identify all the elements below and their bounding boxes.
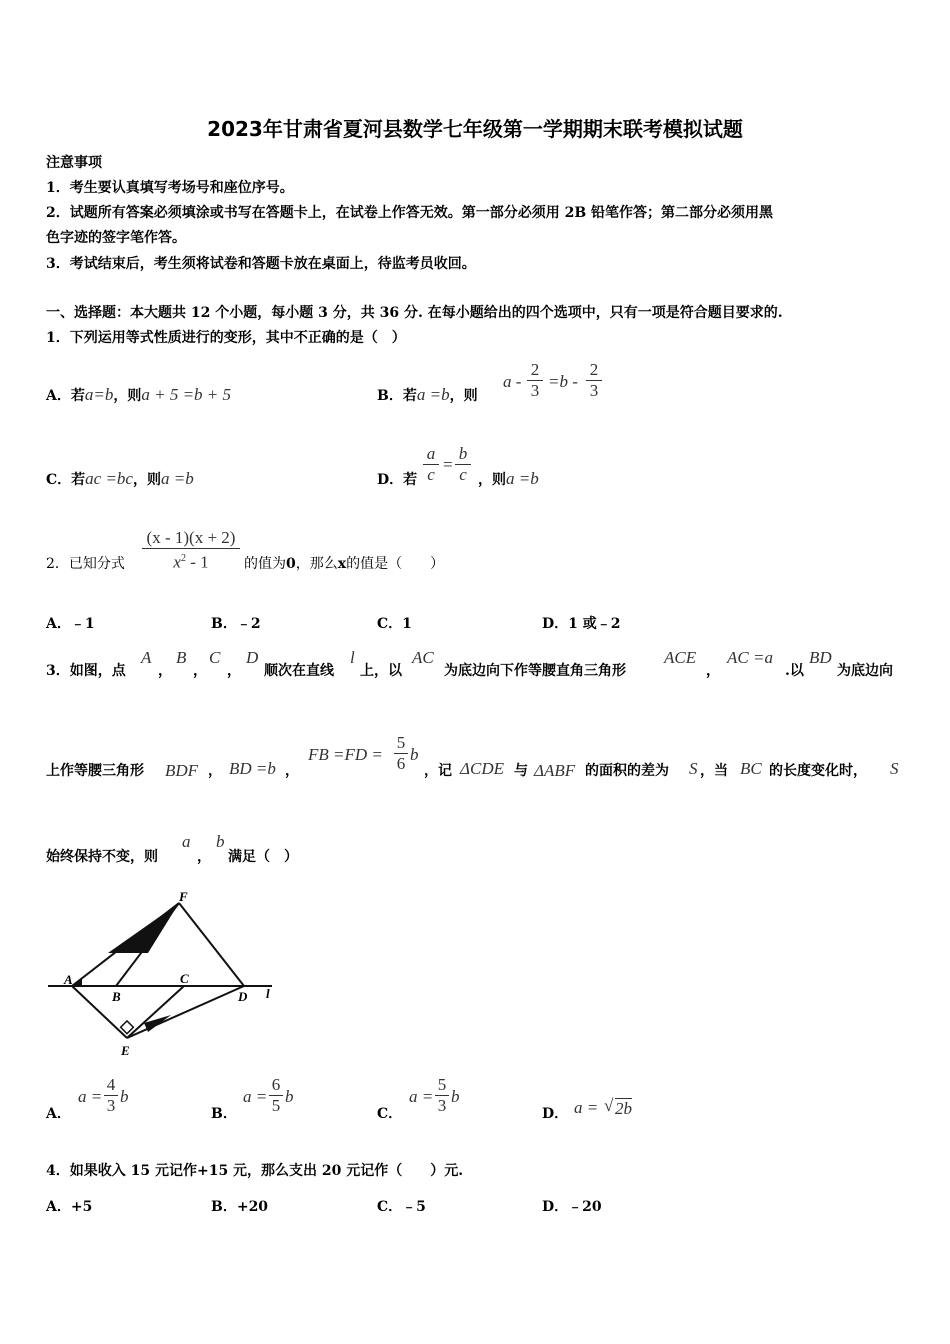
- math: S: [689, 759, 698, 778]
- math: C: [209, 648, 221, 667]
- denominator: c: [459, 465, 467, 484]
- numerator: 4: [106, 1075, 116, 1094]
- q3-text: ，: [197, 849, 211, 865]
- q3-text: 满足（ ）: [228, 849, 298, 865]
- math: ΔCDE: [460, 759, 504, 778]
- math: b: [120, 1087, 129, 1106]
- q3-text: ，: [285, 763, 299, 779]
- notice-item: 3．考试结束后，考生须将试卷和答题卡放在桌面上，待监考员收回。: [46, 256, 476, 272]
- q3-text: 3．如图，点: [46, 663, 126, 679]
- q3-text: 的面积的差为: [585, 763, 669, 779]
- q3-text: ，当: [700, 763, 728, 779]
- q3-text: 上，以: [360, 663, 402, 679]
- math: a: [84, 385, 94, 404]
- math: b: [451, 1087, 460, 1106]
- option-label: B．若: [377, 388, 417, 404]
- question-4-stem: 4．如果收入 15 元记作+15 元，那么支出 20 元记作（ ）元.: [46, 1163, 464, 1179]
- den-exponent: 2: [180, 553, 186, 564]
- option-label: D．: [542, 1106, 569, 1122]
- denominator: 6: [396, 754, 406, 773]
- question-2-tail: [244, 553, 444, 573]
- line-label: l: [266, 986, 270, 1001]
- math: a =: [409, 1087, 434, 1106]
- option-label: C．: [377, 1106, 403, 1122]
- denominator: [142, 550, 240, 572]
- math: FB =FD =: [308, 745, 383, 764]
- math: BD =b: [229, 759, 276, 778]
- q3-text: ，: [706, 663, 720, 679]
- option-text: ，则: [478, 472, 506, 488]
- q4-option-d: D．﹣20: [542, 1199, 602, 1215]
- math: =b -: [548, 372, 578, 391]
- math: b: [285, 1087, 294, 1106]
- q1-option-c: [46, 469, 194, 489]
- numerator: 5: [437, 1075, 447, 1094]
- math: a: [182, 832, 191, 851]
- math: BC: [740, 759, 762, 778]
- math: a =: [78, 1087, 103, 1106]
- q3-text: 的长度变化时，: [769, 763, 867, 779]
- point-label: A: [64, 972, 73, 987]
- q2-x: x: [337, 556, 347, 572]
- fraction: [269, 1076, 283, 1115]
- point-label: C: [180, 971, 189, 986]
- q3-text: 始终保持不变，则: [46, 849, 158, 865]
- denominator: 3: [437, 1096, 447, 1115]
- fraction: [527, 361, 543, 400]
- q3-text: 顺次在直线: [264, 663, 334, 679]
- denominator: 3: [589, 381, 599, 400]
- numerator: 6: [271, 1075, 281, 1094]
- math: a =b: [416, 385, 450, 404]
- option-text: ，则: [449, 388, 478, 404]
- numerator: 2: [530, 360, 540, 379]
- math: BDF: [165, 761, 199, 780]
- option-label: B．: [211, 1106, 237, 1122]
- q3-text: ，: [193, 663, 207, 679]
- q1-option-d-tail: [478, 469, 539, 489]
- q2-option-b: B．﹣2: [211, 616, 261, 632]
- fraction: [394, 734, 408, 773]
- math: 2b: [615, 1099, 632, 1118]
- math: AC: [412, 648, 434, 667]
- q3-text: 为底边向下作等腰直角三角形: [444, 663, 626, 679]
- math: b: [410, 745, 419, 764]
- math: a =b: [160, 469, 194, 488]
- math: a =: [243, 1087, 268, 1106]
- q3-text: ，: [158, 663, 172, 679]
- q4-option-a: A．+5: [46, 1199, 93, 1215]
- math: =b: [93, 385, 114, 404]
- notice-item: 色字迹的签字笔作答。: [46, 230, 186, 246]
- denominator: c: [427, 465, 435, 484]
- fraction: [586, 361, 602, 400]
- q4-option-c: C．﹣5: [377, 1199, 426, 1215]
- fraction: [455, 445, 471, 484]
- math: D: [246, 648, 259, 667]
- denominator: 5: [271, 1096, 281, 1115]
- option-label: A．: [46, 1106, 71, 1122]
- math: ac =bc: [85, 469, 133, 488]
- segment-ed: [127, 986, 244, 1038]
- math: a =b: [506, 469, 539, 488]
- point-label: D: [238, 989, 248, 1004]
- fraction: [104, 1076, 118, 1115]
- option-text: ，则: [132, 472, 161, 488]
- q3-text: ，: [208, 763, 222, 779]
- segment-ec: [127, 986, 184, 1038]
- fraction: [435, 1076, 449, 1115]
- denominator: 3: [106, 1096, 116, 1115]
- math: B: [176, 648, 187, 667]
- math: a + 5 =b + 5: [141, 385, 232, 404]
- q3-text: ，: [227, 663, 241, 679]
- q3-text: 上作等腰三角形: [46, 763, 144, 779]
- fraction-bar: [142, 548, 240, 549]
- point-label: E: [121, 1043, 130, 1058]
- q2-text: 的值为: [244, 556, 286, 572]
- math: ACE: [664, 648, 697, 667]
- math: a =: [574, 1098, 599, 1117]
- q2-option-a: A．﹣1: [46, 616, 95, 632]
- math: ΔABF: [534, 761, 576, 780]
- q1-option-a: [46, 385, 231, 405]
- q2-text: ，那么: [295, 556, 338, 572]
- q4-option-b: B．+20: [211, 1199, 269, 1215]
- section-header: 一、选择题：本大题共 12 个小题，每小题 3 分，共 36 分. 在每小题给出的四个选项中，只有一项是符合题目要求的.: [46, 305, 783, 321]
- q3-text: ，记: [424, 763, 452, 779]
- option-label: D．若: [377, 472, 418, 488]
- point-label: F: [179, 889, 188, 904]
- right-angle-mark: [121, 1021, 134, 1034]
- math: A: [141, 648, 152, 667]
- q3-text: 为底边向: [837, 663, 893, 679]
- option-label: A．若: [46, 388, 85, 404]
- q2-zero: 0: [286, 556, 296, 572]
- q1-option-b: [377, 385, 478, 405]
- numerator: 2: [589, 360, 599, 379]
- fraction: [423, 445, 439, 484]
- numerator: 5: [396, 733, 406, 752]
- math: b: [216, 832, 225, 851]
- point-label: B: [112, 989, 121, 1004]
- page-title: 2023年甘肃省夏河县数学七年级第一学期期末联考模拟试题: [207, 117, 743, 141]
- den-rest: - 1: [185, 552, 209, 572]
- math: =: [443, 455, 453, 474]
- numerator: (x - 1)(x + 2): [146, 528, 236, 547]
- q3-text: 与: [514, 763, 528, 779]
- math: a -: [503, 372, 522, 391]
- denominator: 3: [530, 381, 540, 400]
- den-base: x: [173, 552, 181, 572]
- q2-text: 的值是（ ）: [346, 556, 445, 572]
- option-label: C．若: [46, 472, 86, 488]
- q3-text: .以: [785, 663, 804, 679]
- question-1-stem: 1．下列运用等式性质进行的变形，其中不正确的是（ ）: [46, 330, 406, 346]
- notice-item: 1．考生要认真填写考场号和座位序号。: [46, 180, 294, 196]
- notice-heading: 注意事项: [46, 155, 102, 171]
- math: AC =a: [727, 648, 773, 667]
- q3-geometry-figure: [44, 885, 284, 1060]
- notice-item: 2．试题所有答案必须填涂或书写在答题卡上，在试卷上作答无效。第一部分必须用 2B 铅笔作答；第二部分必须用黑: [46, 205, 774, 221]
- q2-option-d: D．1 或﹣2: [542, 616, 621, 632]
- sqrt-icon: √: [604, 1096, 614, 1115]
- math: S: [890, 759, 899, 778]
- numerator: b: [458, 444, 468, 463]
- fraction: [142, 529, 240, 572]
- segment-fd: [179, 903, 244, 986]
- math: l: [350, 648, 355, 667]
- question-2-label: 2．已知分式: [46, 556, 125, 572]
- q2-option-c: C．1: [377, 616, 412, 632]
- numerator: a: [426, 444, 436, 463]
- option-text: ，则: [113, 388, 142, 404]
- math: BD: [809, 648, 832, 667]
